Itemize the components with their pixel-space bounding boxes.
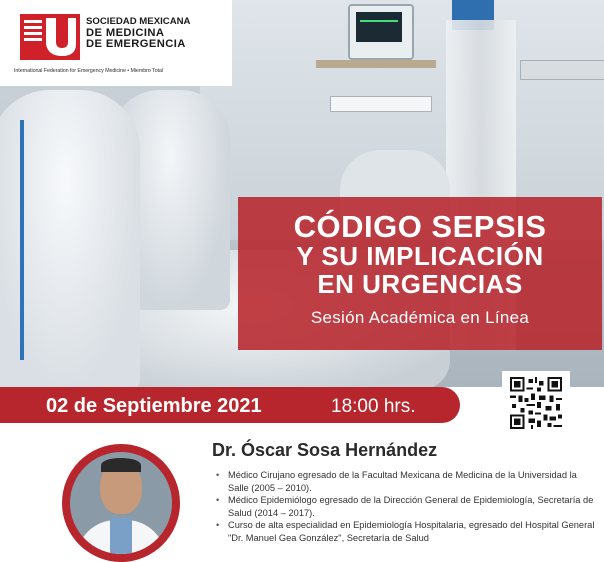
event-time: 18:00 hrs. xyxy=(331,396,416,417)
event-date: 02 de Septiembre 2021 xyxy=(46,395,262,417)
smme-u-logo-icon xyxy=(20,14,80,60)
org-name-line2: DE MEDICINA xyxy=(86,26,165,39)
date-band xyxy=(0,387,460,423)
speaker-bio-list xyxy=(216,469,596,545)
bio-item: • Médico Epidemiólogo egresado de la Dirección General de Epidemiología, Secretaría de Salud (2014 – 2017). xyxy=(216,494,596,519)
org-name-line1: SOCIEDAD MEXICANA xyxy=(86,16,191,27)
org-name-line3: DE EMERGENCIA xyxy=(86,38,186,50)
event-title-box xyxy=(238,197,602,350)
event-title-line1: CÓDIGO SEPSIS xyxy=(293,209,547,244)
speaker-name: Dr. Óscar Sosa Hernández xyxy=(212,440,438,460)
wall-shelf xyxy=(316,60,436,68)
equipment-rail xyxy=(520,60,604,80)
bio-item: • Curso de alta especialidad en Epidemiología Hospitalaria, egresado del Hospital General "Dr. Manuel Gea González", Secretaría de Salud xyxy=(216,519,596,544)
organization-name xyxy=(86,16,228,51)
header-logo-area xyxy=(0,0,232,86)
medical-staff-1 xyxy=(0,90,140,387)
event-title-line3: EN URGENCIAS xyxy=(317,269,523,299)
qr-code[interactable] xyxy=(502,371,570,435)
organization-subtitle: International Federation for Emergency Medicine • Miembro Total xyxy=(14,68,163,74)
wall-outlets xyxy=(330,96,432,112)
event-title-line2: Y SU IMPLICACIÓN xyxy=(296,241,544,271)
event-session-type: Sesión Académica en Línea xyxy=(310,308,530,327)
qr-code-icon xyxy=(510,377,562,429)
patient-monitor xyxy=(348,4,414,60)
speaker-photo xyxy=(70,452,172,554)
bio-item: • Médico Cirujano egresado de la Facultad Mexicana de Medicina de la Universidad la Salle (2005 – 2010). xyxy=(216,469,596,494)
